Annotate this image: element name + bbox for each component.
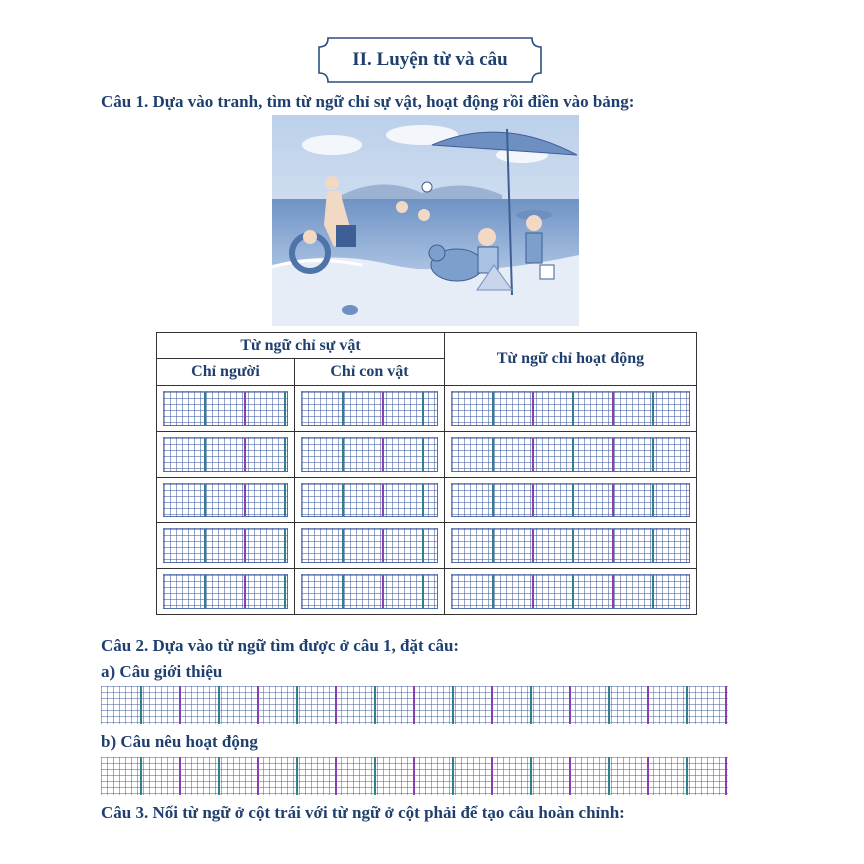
cloud-shape bbox=[302, 135, 362, 155]
grid-guide-bar bbox=[572, 575, 574, 608]
grid-guide-bar bbox=[335, 757, 337, 795]
grid-guide-bar bbox=[342, 438, 344, 471]
grid-guide-bar bbox=[204, 575, 206, 608]
handwriting-grid bbox=[451, 528, 690, 563]
grid-guide-bar bbox=[492, 438, 494, 471]
grid-guide-bar bbox=[572, 392, 574, 425]
grid-guide-bar bbox=[572, 484, 574, 517]
cell-activities[interactable] bbox=[445, 431, 697, 477]
girl-head bbox=[526, 215, 542, 231]
grid-guide-bar bbox=[284, 529, 286, 562]
grid-guide-bar bbox=[140, 757, 142, 795]
question-2a-label: a) Câu giới thiệu bbox=[101, 662, 223, 681]
handwriting-grid bbox=[451, 391, 690, 426]
crab bbox=[342, 305, 358, 315]
grid-guide-bar bbox=[204, 392, 206, 425]
table-row bbox=[157, 385, 697, 431]
grid-guide-bar bbox=[244, 484, 246, 517]
grid-guide-bar bbox=[284, 575, 286, 608]
grid-guide-bar bbox=[284, 438, 286, 471]
grid-guide-bar bbox=[179, 686, 181, 724]
handwriting-grid bbox=[163, 483, 288, 518]
cell-activities[interactable] bbox=[445, 477, 697, 523]
grid-guide-bar bbox=[652, 529, 654, 562]
grid-guide-bar bbox=[491, 757, 493, 795]
handwriting-grid bbox=[301, 437, 438, 472]
grid-guide-bar bbox=[284, 392, 286, 425]
grid-guide-bar bbox=[569, 686, 571, 724]
grid-guide-bar bbox=[382, 484, 384, 517]
header-things: Từ ngữ chỉ sự vật bbox=[157, 333, 445, 359]
answer-table bbox=[156, 332, 696, 615]
section-title-frame bbox=[318, 37, 542, 83]
handwriting-grid bbox=[301, 483, 438, 518]
grid-guide-bar bbox=[218, 757, 220, 795]
grid-guide-bar bbox=[382, 392, 384, 425]
grid-guide-bar bbox=[492, 529, 494, 562]
handwriting-grid bbox=[451, 437, 690, 472]
cell-people[interactable] bbox=[157, 569, 295, 615]
grid-guide-bar bbox=[686, 686, 688, 724]
question-3-heading: Câu 3. Nối từ ngữ ở cột trái với từ ngữ ở cột phải để tạo câu hoàn chỉnh: bbox=[101, 803, 625, 822]
grid-guide-bar bbox=[612, 575, 614, 608]
cell-people[interactable] bbox=[157, 477, 295, 523]
cell-people[interactable] bbox=[157, 385, 295, 431]
grid-guide-bar bbox=[422, 529, 424, 562]
cell-activities[interactable] bbox=[445, 523, 697, 569]
grid-guide-bar bbox=[204, 438, 206, 471]
grid-guide-bar bbox=[530, 757, 532, 795]
grid-guide-bar bbox=[342, 484, 344, 517]
grid-guide-bar bbox=[204, 484, 206, 517]
handwriting-grid bbox=[451, 574, 690, 609]
swimmer-head bbox=[396, 201, 408, 213]
subheader-people: Chỉ người bbox=[157, 359, 295, 385]
grid-guide-bar bbox=[342, 392, 344, 425]
grid-guide-bar bbox=[492, 575, 494, 608]
cell-activities[interactable] bbox=[445, 385, 697, 431]
handwriting-grid bbox=[163, 391, 288, 426]
question-2-heading: Câu 2. Dựa vào từ ngữ tìm được ở câu 1, đặt câu: bbox=[101, 636, 460, 655]
grid-guide-bar bbox=[204, 529, 206, 562]
grid-guide-bar bbox=[422, 438, 424, 471]
handwriting-grid bbox=[451, 483, 690, 518]
grid-guide-bar bbox=[244, 575, 246, 608]
grid-guide-bar bbox=[652, 484, 654, 517]
child-head bbox=[303, 230, 317, 244]
question-1-heading: Câu 1. Dựa vào tranh, tìm từ ngữ chỉ sự vật, hoạt động rồi điền vào bảng: bbox=[101, 92, 635, 111]
grid-guide-bar bbox=[244, 438, 246, 471]
writing-line-2a[interactable] bbox=[101, 686, 728, 724]
girl-body bbox=[526, 233, 542, 263]
handwriting-grid bbox=[301, 574, 438, 609]
header-activities: Từ ngữ chỉ hoạt động bbox=[445, 333, 697, 386]
table-row bbox=[157, 477, 697, 523]
grid-guide-bar bbox=[382, 575, 384, 608]
adult-head bbox=[325, 176, 339, 190]
grid-guide-bar bbox=[342, 575, 344, 608]
grid-guide-bar bbox=[491, 686, 493, 724]
grid-guide-bar bbox=[257, 686, 259, 724]
question-2b-label: b) Câu nêu hoạt động bbox=[101, 732, 258, 751]
grid-guide-bar bbox=[725, 757, 727, 795]
cell-animals[interactable] bbox=[295, 385, 445, 431]
handwriting-grid bbox=[163, 528, 288, 563]
writing-line-2b[interactable] bbox=[101, 757, 728, 795]
grid-guide-bar bbox=[296, 686, 298, 724]
grid-guide-bar bbox=[244, 392, 246, 425]
grid-guide-bar bbox=[647, 686, 649, 724]
grid-guide-bar bbox=[342, 529, 344, 562]
handwriting-grid bbox=[301, 528, 438, 563]
handwriting-grid bbox=[301, 391, 438, 426]
grid-guide-bar bbox=[608, 757, 610, 795]
grid-guide-bar bbox=[422, 575, 424, 608]
cell-people[interactable] bbox=[157, 431, 295, 477]
grid-guide-bar bbox=[284, 484, 286, 517]
grid-guide-bar bbox=[612, 392, 614, 425]
grid-guide-bar bbox=[725, 686, 727, 724]
handwriting-grid bbox=[163, 574, 288, 609]
grid-guide-bar bbox=[492, 484, 494, 517]
grid-guide-bar bbox=[612, 438, 614, 471]
grid-guide-bar bbox=[422, 392, 424, 425]
adult-shorts bbox=[336, 225, 356, 247]
grid-guide-bar bbox=[652, 438, 654, 471]
grid-guide-bar bbox=[382, 529, 384, 562]
cell-activities[interactable] bbox=[445, 569, 697, 615]
grid-guide-bar bbox=[413, 757, 415, 795]
grid-guide-bar bbox=[569, 757, 571, 795]
grid-guide-bar bbox=[612, 529, 614, 562]
cell-people[interactable] bbox=[157, 523, 295, 569]
cell-animals[interactable] bbox=[295, 477, 445, 523]
swimmer-head bbox=[418, 209, 430, 221]
grid-guide-bar bbox=[335, 686, 337, 724]
beach-scene-illustration bbox=[272, 115, 579, 326]
cell-animals[interactable] bbox=[295, 431, 445, 477]
grid-guide-bar bbox=[257, 757, 259, 795]
grid-guide-bar bbox=[612, 484, 614, 517]
table-row bbox=[157, 431, 697, 477]
section-title: II. Luyện từ và câu bbox=[352, 49, 508, 70]
grid-guide-bar bbox=[452, 686, 454, 724]
cell-animals[interactable] bbox=[295, 523, 445, 569]
table-row bbox=[157, 569, 697, 615]
grid-guide-bar bbox=[532, 392, 534, 425]
grid-guide-bar bbox=[179, 757, 181, 795]
grid-guide-bar bbox=[244, 529, 246, 562]
grid-guide-bar bbox=[374, 686, 376, 724]
grid-guide-bar bbox=[686, 757, 688, 795]
beach-ball bbox=[422, 182, 432, 192]
grid-guide-bar bbox=[382, 438, 384, 471]
grid-guide-bar bbox=[422, 484, 424, 517]
grid-guide-bar bbox=[647, 757, 649, 795]
grid-guide-bar bbox=[572, 438, 574, 471]
grid-guide-bar bbox=[572, 529, 574, 562]
grid-guide-bar bbox=[532, 438, 534, 471]
sand-bucket bbox=[540, 265, 554, 279]
subheader-animals: Chỉ con vật bbox=[295, 359, 445, 385]
grid-guide-bar bbox=[374, 757, 376, 795]
grid-guide-bar bbox=[532, 575, 534, 608]
cell-animals[interactable] bbox=[295, 569, 445, 615]
grid-guide-bar bbox=[492, 392, 494, 425]
grid-guide-bar bbox=[608, 686, 610, 724]
handwriting-grid bbox=[163, 437, 288, 472]
grid-guide-bar bbox=[452, 757, 454, 795]
grid-guide-bar bbox=[530, 686, 532, 724]
grid-guide-bar bbox=[140, 686, 142, 724]
grid-guide-bar bbox=[532, 484, 534, 517]
boy-head bbox=[478, 228, 496, 246]
grid-guide-bar bbox=[532, 529, 534, 562]
grid-guide-bar bbox=[218, 686, 220, 724]
grid-guide-bar bbox=[296, 757, 298, 795]
table-row bbox=[157, 523, 697, 569]
grid-guide-bar bbox=[652, 392, 654, 425]
grid-guide-bar bbox=[652, 575, 654, 608]
grid-guide-bar bbox=[413, 686, 415, 724]
duck-head bbox=[429, 245, 445, 261]
